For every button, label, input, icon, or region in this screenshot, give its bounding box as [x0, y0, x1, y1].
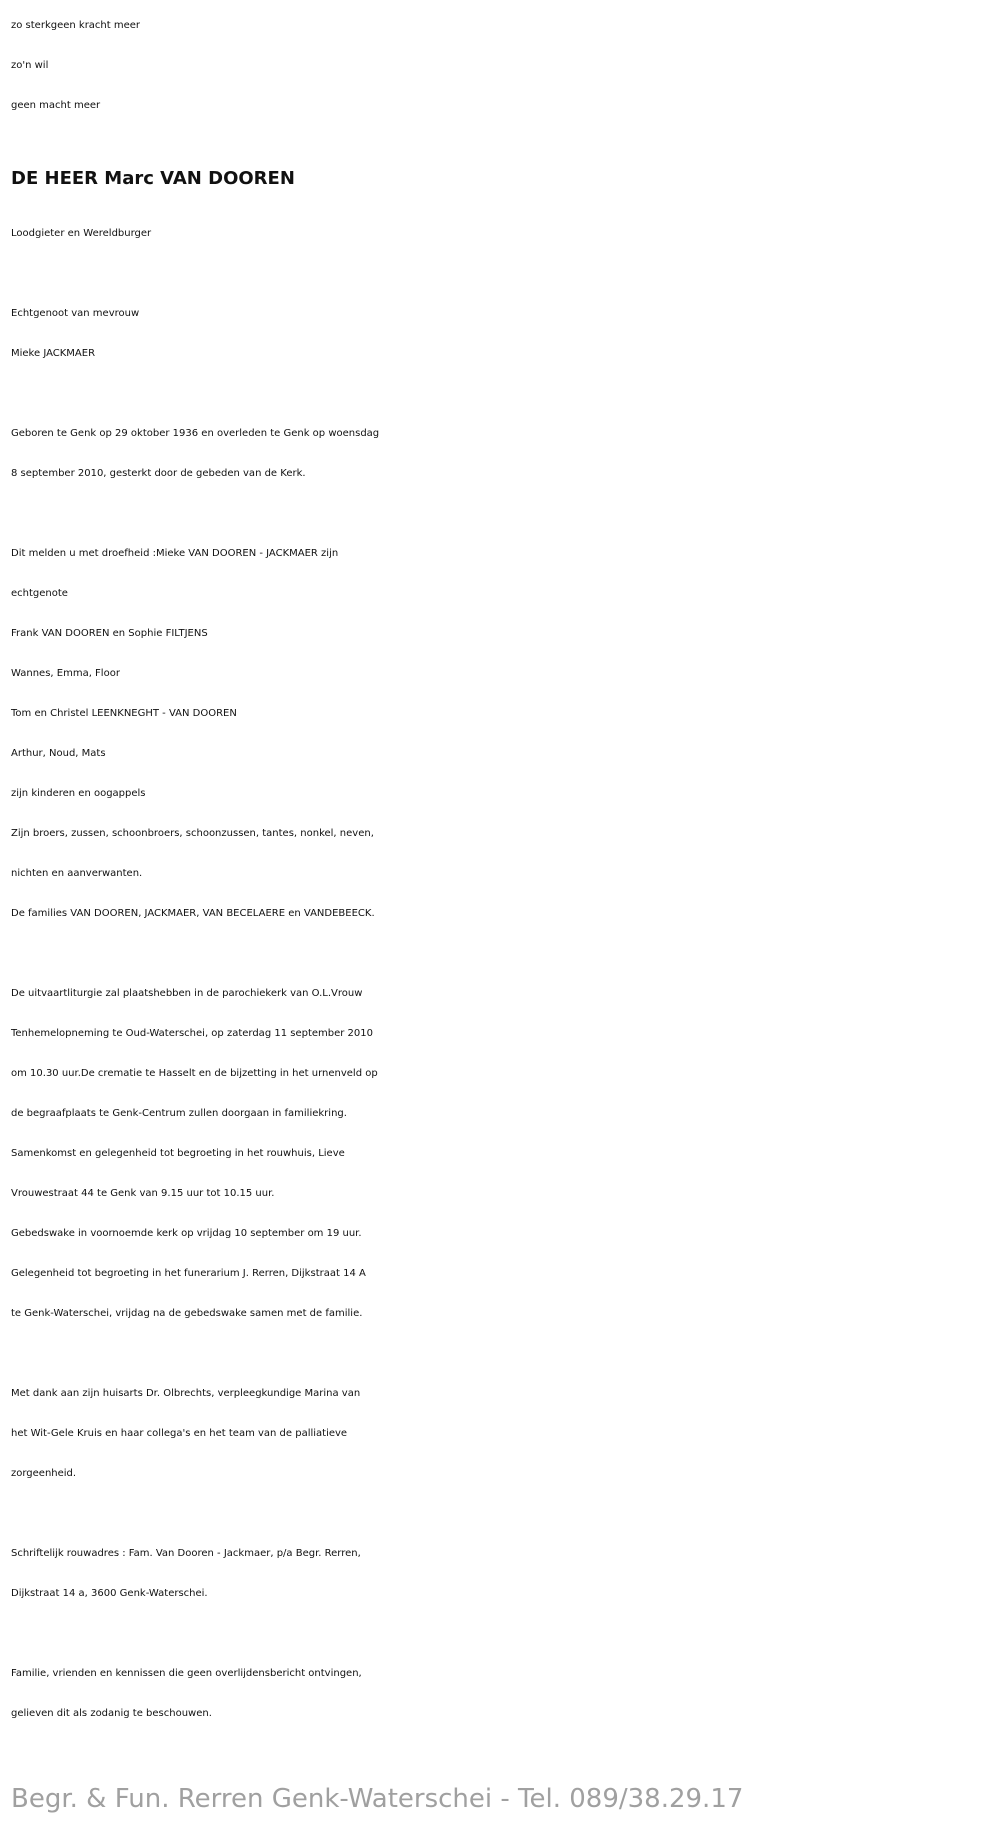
text-line: te Genk-Waterschei, vrijdag na de gebedswake samen met de familie. — [11, 1308, 363, 1320]
text-line: de begraafplaats te Genk-Centrum zullen doorgaan in familiekring. — [11, 1108, 347, 1120]
text-line: Gebedswake in voornoemde kerk op vrijdag 10 september om 19 uur. — [11, 1228, 362, 1240]
text-line: gelieven dit als zodanig te beschouwen. — [11, 1708, 212, 1720]
closing-section — [11, 1654, 1000, 1734]
text-line: Geboren te Genk op 29 oktober 1936 en overleden te Genk op woensdag — [11, 428, 380, 440]
family-section — [11, 534, 1000, 934]
address-section — [11, 1534, 1000, 1614]
text-line: zijn kinderen en oogappels — [11, 788, 146, 800]
text-line: Tom en Christel LEENKNEGHT - VAN DOOREN — [11, 708, 237, 720]
subtitle: Loodgieter en Wereldburger — [11, 228, 152, 240]
text-line: Dit melden u met droefheid :Mieke VAN DOOREN - JACKMAER zijn — [11, 548, 339, 560]
poem-line: zo sterkgeen kracht meer — [11, 20, 141, 31]
spouse-section — [11, 294, 1000, 374]
text-line: Gelegenheid tot begroeting in het funerarium J. Rerren, Dijkstraat 14 A — [11, 1268, 366, 1280]
text-line: Mieke JACKMAER — [11, 348, 96, 360]
deceased-name: DE HEER Marc VAN DOOREN — [11, 168, 295, 189]
text-line: Samenkomst en gelegenheid tot begroeting in het rouwhuis, Lieve — [11, 1148, 345, 1160]
poem-line: zo'n wil — [11, 60, 49, 71]
text-line: Tenhemelopneming te Oud-Waterschei, op zaterdag 11 september 2010 — [11, 1028, 374, 1040]
poem-line: geen macht meer — [11, 100, 101, 111]
text-line: Echtgenoot van mevrouw — [11, 308, 140, 320]
text-line: Frank VAN DOOREN en Sophie FILTJENS — [11, 628, 208, 640]
text-line: nichten en aanverwanten. — [11, 868, 143, 880]
text-line: Arthur, Noud, Mats — [11, 748, 106, 760]
funeral-home-footer: Begr. & Fun. Rerren Genk-Waterschei - Tel. 089/38.29.17 — [11, 1784, 744, 1814]
birth-death-section — [11, 414, 1000, 494]
text-line: Zijn broers, zussen, schoonbroers, schoonzussen, tantes, nonkel, neven, — [11, 828, 374, 840]
text-line: Dijkstraat 14 a, 3600 Genk-Waterschei. — [11, 1588, 208, 1600]
funeral-section — [11, 974, 1000, 1334]
text-line: Familie, vrienden en kennissen die geen overlijdensbericht ontvingen, — [11, 1668, 362, 1680]
text-line: zorgeenheid. — [11, 1468, 77, 1480]
text-line: Met dank aan zijn huisarts Dr. Olbrechts, verpleegkundige Marina van — [11, 1388, 361, 1400]
text-line: Wannes, Emma, Floor — [11, 668, 120, 680]
text-line: 8 september 2010, gesterkt door de gebeden van de Kerk. — [11, 468, 306, 480]
text-line: Vrouwestraat 44 te Genk van 9.15 uur tot 10.15 uur. — [11, 1188, 275, 1200]
poem — [11, 0, 1000, 126]
text-line: De families VAN DOOREN, JACKMAER, VAN BECELAERE en VANDEBEECK. — [11, 908, 375, 920]
text-line: om 10.30 uur.De crematie te Hasselt en de bijzetting in het urnenveld op — [11, 1068, 378, 1080]
text-line: echtgenote — [11, 588, 68, 600]
text-line: De uitvaartliturgie zal plaatshebben in de parochiekerk van O.L.Vrouw — [11, 988, 363, 1000]
text-line: Schriftelijk rouwadres : Fam. Van Dooren - Jackmaer, p/a Begr. Rerren, — [11, 1548, 361, 1560]
thanks-section — [11, 1374, 1000, 1494]
text-line: het Wit-Gele Kruis en haar collega's en het team van de palliatieve — [11, 1428, 348, 1440]
